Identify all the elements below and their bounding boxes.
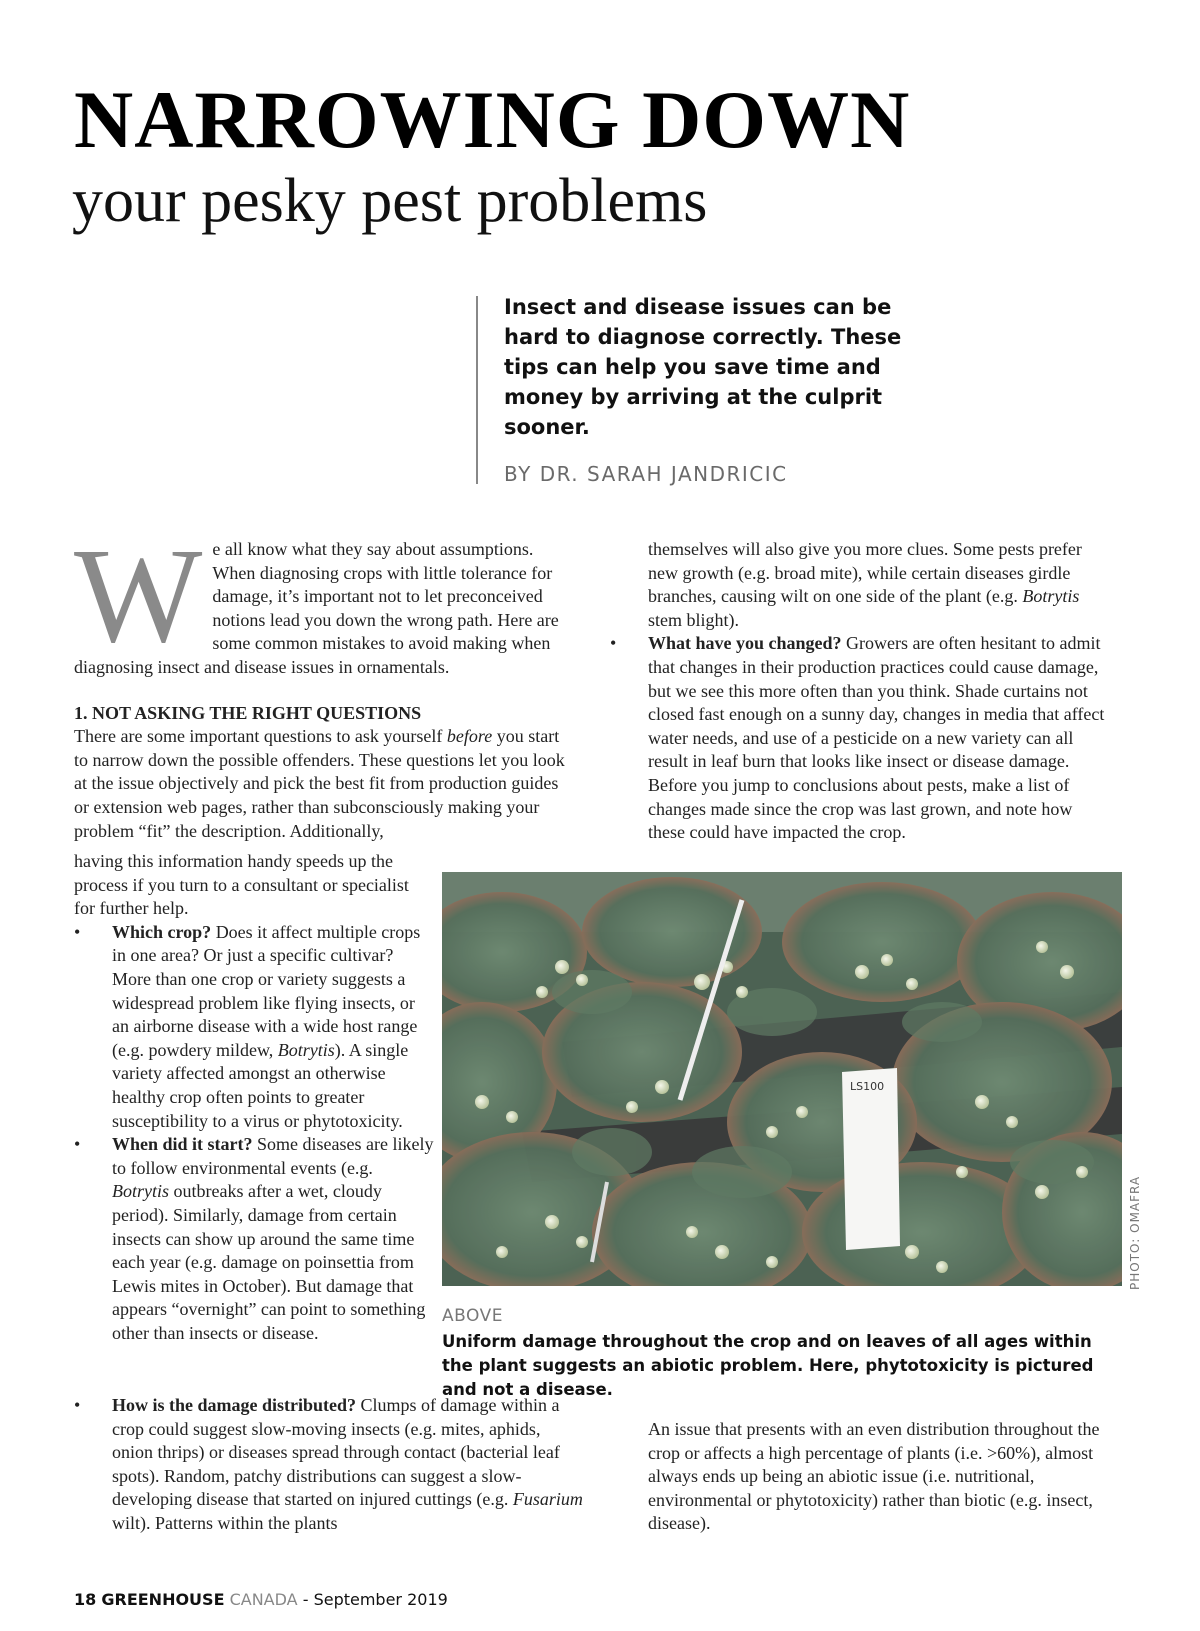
- question-label: What have you changed?: [648, 633, 842, 654]
- intro-text: e all know what they say about assumptions. When diagnosing crops with little tolerance for damage, it’s important not to let preconceived notions lead you down the wrong path. Here are some common mistakes to avoid making when diagnosing insect and disease issues in ornamentals.: [74, 539, 559, 677]
- question-text: Some diseases are likely to follow environmental events (e.g.: [112, 1134, 434, 1178]
- deck-divider: [476, 296, 478, 484]
- question-text: ). A single variety affected amongst an otherwise healthy crop often points to greater susceptibility to a virus or phytotoxicity.: [112, 1039, 409, 1131]
- page-footer: [74, 1590, 448, 1609]
- photo-credit: PHOTO: OMAFRA: [1128, 1175, 1142, 1290]
- question-list: [74, 1394, 584, 1536]
- question-text: wilt). Patterns within the plants: [112, 1512, 338, 1533]
- magazine-name: GREENHOUSE: [101, 1590, 225, 1609]
- question-label: How is the damage distributed?: [112, 1395, 357, 1415]
- list-item: [74, 1133, 434, 1345]
- drop-cap: W: [74, 521, 203, 671]
- list-item-continued: [630, 538, 1110, 632]
- section-text: There are some important questions to ask yourself: [74, 726, 447, 747]
- bullet-icon: •: [74, 1134, 81, 1155]
- question-label: When did it start?: [112, 1134, 253, 1155]
- question-text: themselves will also give you more clues. Some pests prefer new growth (e.g. broad mite), while certain diseases girdle branches, causing wilt on one side of the plant (e.g.: [648, 539, 1082, 607]
- magazine-name-light: CANADA: [229, 1590, 298, 1609]
- list-item: [610, 632, 1110, 844]
- bullet-icon: •: [74, 1395, 81, 1415]
- question-text: Clumps of damage within a crop could suggest slow-moving insects (e.g. mites, aphids, onion thrips) or diseases spread through contact (bacterial leaf spots). Random, patchy distributions can suggest a slow-developing disease that started on injured cuttings (e.g.: [112, 1395, 560, 1510]
- section-text: you start to narrow down the possible offenders. These questions let you look at the issue objectively and pick the best fit from production guides or extension web pages, rather than subconsciously making your problem “fit” the description. Additionally,: [74, 726, 565, 841]
- body-column-left-bottom: [74, 1394, 584, 1536]
- photo-caption: Uniform damage throughout the crop and on leaves of all ages within the plant suggests an abiotic problem. Here, phytotoxicity is pictured and not a disease.: [442, 1332, 1094, 1399]
- bullet-icon: •: [74, 921, 81, 942]
- question-list: [610, 632, 1110, 844]
- article-byline: BY DR. SARAH JANDRICIC: [504, 462, 788, 486]
- issue-date: - September 2019: [302, 1590, 448, 1609]
- question-emphasis: Fusarium: [512, 1489, 583, 1510]
- question-text: Does it affect multiple crops in one area? Or just a specific cultivar? More than one crop or variety suggests a widespread problem like flying insects, or an airborne disease with a wide host range (e.g. powdery mildew,: [112, 921, 421, 1060]
- page-number: 18: [74, 1590, 97, 1609]
- bullet-icon: •: [610, 633, 617, 654]
- body-column-left-top: [74, 521, 574, 843]
- article-subtitle: your pesky pest problems: [72, 167, 708, 235]
- caption-label: ABOVE: [442, 1306, 503, 1326]
- section-emphasis: before: [446, 726, 493, 747]
- section-heading: 1. NOT ASKING THE RIGHT QUESTIONS: [74, 702, 422, 723]
- question-emphasis: Botrytis: [1022, 586, 1080, 607]
- body-column-left-middle: [74, 850, 434, 1345]
- list-item: [74, 1394, 584, 1536]
- crop-photo: [442, 872, 1122, 1286]
- article-deck: Insect and disease issues can be hard to diagnose correctly. These tips can help you save time and money by arriving at the culprit sooner.: [504, 295, 902, 439]
- list-item: [74, 921, 434, 1133]
- body-column-right-top: [610, 538, 1110, 845]
- section-paragraph: [74, 725, 574, 843]
- chrysanthemum-photo-illustration: [442, 872, 1122, 1286]
- question-text: stem blight).: [648, 609, 739, 630]
- article-title: NARROWING DOWN: [74, 74, 911, 165]
- question-label: Which crop?: [112, 921, 212, 942]
- question-emphasis: Botrytis: [112, 1181, 169, 1202]
- question-text: outbreaks after a wet, cloudy period). Similarly, damage from certain insects can show up around the same time each year (e.g. damage on poinsettia from Lewis mites in October). But damage that appears “overnight” can point to something other than insects or disease.: [112, 1181, 426, 1343]
- question-list: [74, 921, 434, 1346]
- body-column-right-bottom: [648, 1418, 1118, 1536]
- question-text: Growers are often hesitant to admit that changes in their production practices could cause damage, but we see this more often than you think. Shade curtains not closed fast enough on a sunny day, changes in media that affect water needs, and use of a pesticide on a new variety can all result in leaf burn that looks like insect or disease damage. Before you jump to conclusions about pests, make a list of changes made since the crop was last grown, and note how these could have impacted the crop.: [648, 633, 1105, 843]
- section-paragraph-cont: having this information handy speeds up the process if you turn to a consultant or specialist for further help.: [74, 851, 409, 919]
- closing-paragraph: An issue that presents with an even distribution throughout the crop or affects a high percentage of plants (i.e. >60%), almost always ends up being an abiotic issue (i.e. nutritional, environmental or phytotoxicity) rather than biotic (e.g. insect, disease).: [648, 1419, 1100, 1534]
- question-emphasis: Botrytis: [277, 1039, 335, 1060]
- plant-tag-label: LS100: [850, 1080, 885, 1093]
- intro-paragraph: [74, 521, 574, 680]
